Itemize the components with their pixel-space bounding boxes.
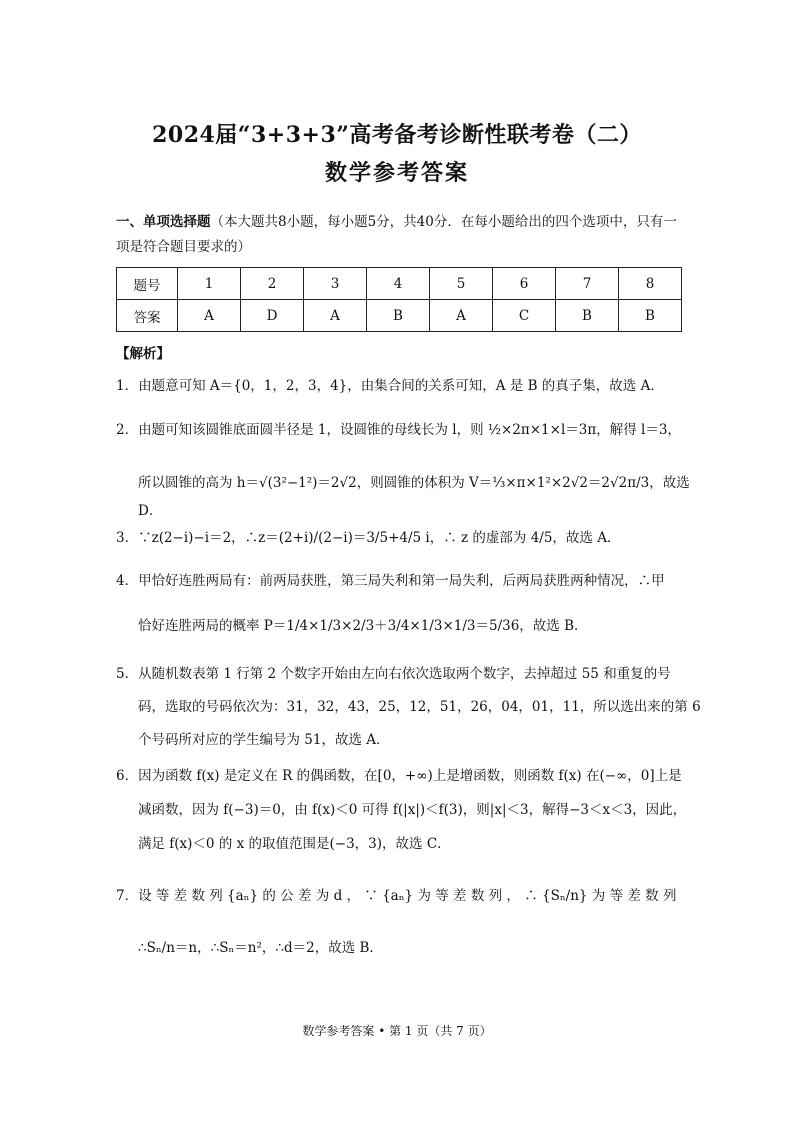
solution-5-line-1: 5．从随机数表第 1 行第 2 个数字开始由左向右依次选取两个数字，去掉超过 55 和重复的号 (116, 666, 671, 682)
answer-cell: A (430, 300, 493, 332)
question-number: 7 (556, 268, 619, 300)
table-header-answer: 答案 (117, 300, 178, 332)
question-number: 4 (367, 268, 430, 300)
answer-cell: A (178, 300, 241, 332)
table-header-question: 题号 (117, 268, 178, 300)
answer-cell: B (619, 300, 682, 332)
section-one-description: （本大题共8小题，每小题5分，共40分．在每小题给出的四个选项中，只有一项是符合题目要求的） (116, 214, 677, 255)
answer-table (116, 267, 682, 332)
question-number: 3 (304, 268, 367, 300)
analysis-label: 【解析】 (116, 346, 170, 362)
solution-5-line-2: 码，选取的号码依次为：31，32，43，25，12，51，26，04，01，11，所以选出来的第 6 (138, 699, 701, 715)
question-number: 2 (241, 268, 304, 300)
solution-6-line-3: 满足 f(x)＜0 的 x 的取值范围是(−3，3)，故选 C． (138, 836, 451, 852)
solution-4-line-2: 恰好连胜两局的概率 P＝1/4×1/3×2/3＋3/4×1/3×1/3＝5/36，故选 B． (138, 618, 588, 634)
page-footer: 数学参考答案 • 第 1 页（共 7 页） (302, 1024, 492, 1038)
table-row (117, 300, 682, 332)
solution-5-line-3: 个号码所对应的学生编号为 51，故选 A． (138, 732, 390, 748)
question-number: 5 (430, 268, 493, 300)
question-number: 8 (619, 268, 682, 300)
solution-6-line-2: 减函数，因为 f(−3)＝0，由 f(x)＜0 可得 f(|x|)＜f(3)，则|x|＜3，解得−3＜x＜3，因此， (138, 802, 687, 818)
answer-cell: D (241, 300, 304, 332)
question-number: 1 (178, 268, 241, 300)
solution-7-line-1: 7．设 等 差 数 列 {aₙ} 的 公 差 为 d ， ∵ {aₙ} 为 等 差 数 列 ， ∴ {Sₙ/n} 为 等 差 数 列 (116, 888, 677, 904)
section-one-intro (116, 210, 682, 260)
answer-cell: A (304, 300, 367, 332)
solution-1: 1．由题意可知 A＝{0，1，2，3，4}，由集合间的关系可知，A 是 B 的真子集，故选 A． (116, 378, 664, 394)
solution-3: 3．∵z(2−i)−i＝2，∴z＝(2+i)/(2−i)＝3/5+4/5 i，∴ z 的虚部为 4/5，故选 A． (116, 530, 621, 546)
solution-2-line-2: 所以圆锥的高为 h＝√(3²−1²)＝2√2，则圆锥的体积为 V＝⅓×π×1²×2√2＝2√2π/3，故选 D． (138, 475, 690, 519)
answer-cell: B (367, 300, 430, 332)
solution-2-line-1: 2．由题可知该圆锥底面圆半径是 1，设圆锥的母线长为 l，则 ½×2π×1×l＝3π，解得 l＝3， (116, 422, 681, 438)
solution-4-line-1: 4．甲恰好连胜两局有：前两局获胜，第三局失利和第一局失利，后两局获胜两种情况，∴甲 (116, 573, 665, 589)
table-row (117, 268, 682, 300)
answer-cell: B (556, 300, 619, 332)
answer-cell: C (493, 300, 556, 332)
section-one-heading: 一、单项选择题 (116, 214, 211, 230)
solution-6-line-1: 6．因为函数 f(x) 是定义在 R 的偶函数，在[0，+∞)上是增函数，则函数 f(x) 在(−∞，0]上是 (116, 768, 682, 784)
exam-title: 2024届“3+3+3”高考备考诊断性联考卷（二） (152, 122, 642, 148)
question-number: 6 (493, 268, 556, 300)
solution-7-line-2: ∴Sₙ/n＝n，∴Sₙ＝n²，∴d＝2，故选 B． (138, 940, 383, 956)
doc-subtitle: 数学参考答案 (324, 160, 469, 186)
